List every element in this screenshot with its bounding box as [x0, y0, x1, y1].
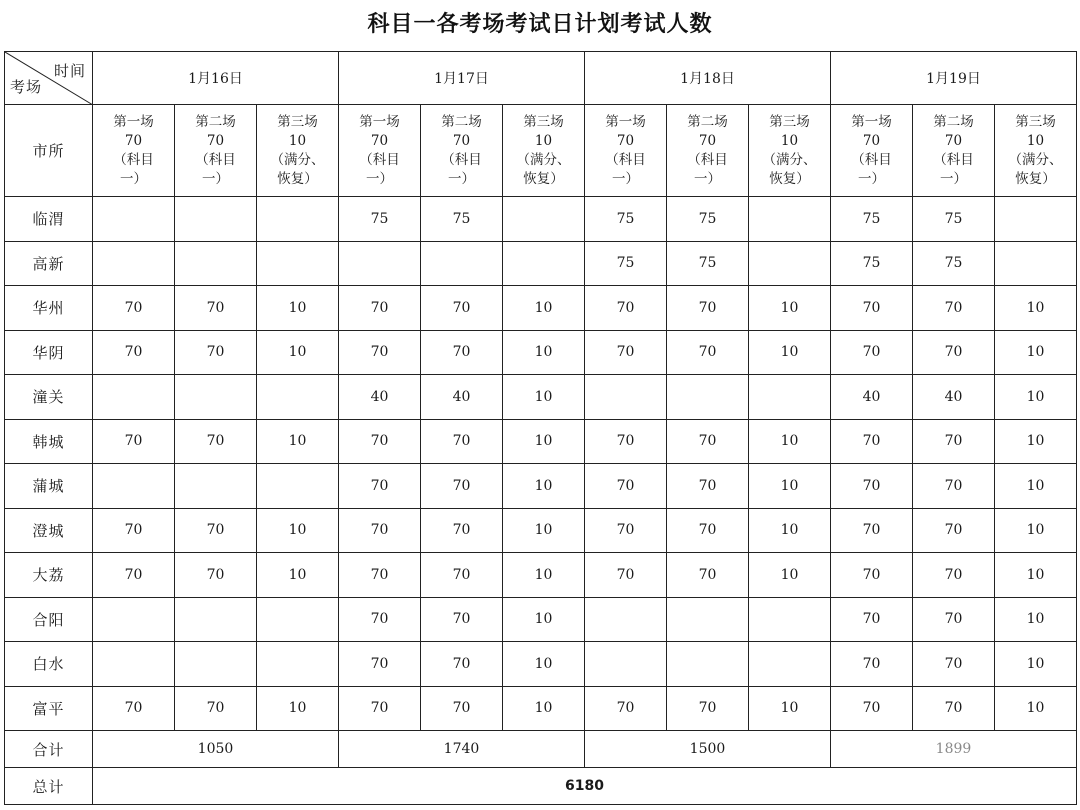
value-cell: 10	[749, 553, 831, 598]
value-cell: 70	[93, 508, 175, 553]
exam-schedule-table	[4, 51, 1077, 805]
value-cell: 75	[667, 241, 749, 286]
value-cell: 70	[421, 330, 503, 375]
value-cell: 70	[339, 330, 421, 375]
value-cell: 40	[421, 375, 503, 420]
date-header-cell: 1月19日	[831, 52, 1077, 105]
value-cell: 70	[667, 464, 749, 509]
value-cell	[585, 642, 667, 687]
session-line3-text: （满分、	[516, 151, 571, 168]
value-cell: 10	[257, 419, 339, 464]
session-name-text: 第三场	[277, 113, 318, 130]
session-header-cell	[831, 105, 913, 197]
value-cell	[749, 197, 831, 242]
date-header-cell: 1月16日	[93, 52, 339, 105]
date-header-cell: 1月18日	[585, 52, 831, 105]
value-cell	[93, 375, 175, 420]
value-cell: 70	[913, 508, 995, 553]
value-cell: 10	[503, 286, 585, 331]
value-cell	[585, 375, 667, 420]
session-header-cell	[175, 105, 257, 197]
session-name-text: 第一场	[605, 113, 646, 130]
value-cell	[257, 241, 339, 286]
grand-total-row	[5, 768, 1077, 805]
value-cell	[175, 464, 257, 509]
value-cell: 10	[257, 508, 339, 553]
session-line3-text: （科目	[359, 151, 400, 168]
value-cell: 10	[503, 419, 585, 464]
table-row	[5, 686, 1077, 731]
value-cell: 10	[503, 508, 585, 553]
session-capacity-text: 70	[452, 132, 471, 149]
value-cell	[749, 241, 831, 286]
corner-header-cell	[5, 52, 93, 105]
value-cell	[667, 642, 749, 687]
value-cell: 70	[831, 508, 913, 553]
value-cell: 70	[93, 553, 175, 598]
value-cell: 70	[339, 553, 421, 598]
value-cell: 70	[585, 330, 667, 375]
session-line4-text: 一）	[202, 170, 229, 187]
session-capacity-text: 70	[124, 132, 143, 149]
table-row	[5, 553, 1077, 598]
site-name-cell: 富平	[5, 686, 93, 731]
value-cell: 70	[585, 419, 667, 464]
session-line4-text: 一）	[612, 170, 639, 187]
value-cell: 70	[667, 508, 749, 553]
session-name-text: 第三场	[523, 113, 564, 130]
value-cell: 70	[339, 642, 421, 687]
value-cell: 70	[667, 419, 749, 464]
value-cell: 75	[585, 241, 667, 286]
value-cell: 70	[421, 464, 503, 509]
table-row	[5, 642, 1077, 687]
site-name-cell: 高新	[5, 241, 93, 286]
value-cell	[995, 197, 1077, 242]
value-cell	[503, 197, 585, 242]
table-row	[5, 597, 1077, 642]
value-cell: 75	[831, 241, 913, 286]
value-cell: 70	[421, 642, 503, 687]
value-cell: 70	[585, 286, 667, 331]
site-name-cell: 白水	[5, 642, 93, 687]
value-cell: 10	[503, 686, 585, 731]
session-capacity-text: 10	[780, 132, 799, 149]
session-name-text: 第二场	[441, 113, 482, 130]
site-name-cell: 澄城	[5, 508, 93, 553]
session-name-text: 第三场	[769, 113, 810, 130]
subtotal-row	[5, 731, 1077, 768]
value-cell: 10	[503, 330, 585, 375]
value-cell	[257, 375, 339, 420]
value-cell: 70	[585, 508, 667, 553]
value-cell	[749, 642, 831, 687]
subtotal-value-cell: 1500	[585, 731, 831, 768]
site-name-cell: 韩城	[5, 419, 93, 464]
session-capacity-text: 10	[288, 132, 307, 149]
session-header-cell	[421, 105, 503, 197]
session-header-cell	[93, 105, 175, 197]
value-cell: 70	[831, 286, 913, 331]
session-capacity-text: 70	[370, 132, 389, 149]
session-line3-text: （满分、	[270, 151, 325, 168]
value-cell: 70	[831, 686, 913, 731]
session-line3-text: （科目	[687, 151, 728, 168]
value-cell: 10	[995, 508, 1077, 553]
value-cell: 10	[749, 508, 831, 553]
value-cell: 10	[995, 286, 1077, 331]
value-cell	[749, 597, 831, 642]
subtotal-label: 合计	[5, 731, 93, 768]
date-header-row	[5, 52, 1077, 105]
corner-time-label: 时间	[53, 62, 86, 80]
value-cell	[93, 464, 175, 509]
value-cell	[503, 241, 585, 286]
value-cell: 70	[421, 686, 503, 731]
value-cell: 75	[339, 197, 421, 242]
value-cell: 10	[257, 686, 339, 731]
table-row	[5, 241, 1077, 286]
session-line3-text: （科目	[113, 151, 154, 168]
value-cell: 70	[93, 419, 175, 464]
session-header-cell	[585, 105, 667, 197]
subtotal-value-cell: 1740	[339, 731, 585, 768]
value-cell: 70	[175, 330, 257, 375]
value-cell	[175, 597, 257, 642]
value-cell: 70	[175, 419, 257, 464]
session-capacity-text: 70	[698, 132, 717, 149]
value-cell: 75	[913, 241, 995, 286]
session-name-text: 第二场	[933, 113, 974, 130]
value-cell	[257, 597, 339, 642]
session-header-cell	[339, 105, 421, 197]
session-line3-text: （满分、	[1008, 151, 1063, 168]
session-line4-text: 恢复）	[523, 170, 564, 187]
value-cell: 10	[995, 330, 1077, 375]
value-cell: 10	[257, 553, 339, 598]
value-cell: 75	[421, 197, 503, 242]
site-name-cell: 大荔	[5, 553, 93, 598]
session-capacity-text: 10	[534, 132, 553, 149]
value-cell: 70	[93, 330, 175, 375]
value-cell	[667, 375, 749, 420]
table-row	[5, 330, 1077, 375]
session-line4-text: 恢复）	[277, 170, 318, 187]
value-cell: 75	[667, 197, 749, 242]
value-cell	[257, 197, 339, 242]
site-name-cell: 华阴	[5, 330, 93, 375]
session-header-cell	[749, 105, 831, 197]
value-cell: 70	[421, 553, 503, 598]
value-cell: 70	[421, 286, 503, 331]
session-line3-text: （科目	[195, 151, 236, 168]
table-row	[5, 464, 1077, 509]
value-cell: 10	[749, 286, 831, 331]
value-cell: 10	[749, 464, 831, 509]
table-row	[5, 419, 1077, 464]
value-cell: 70	[339, 686, 421, 731]
value-cell	[175, 375, 257, 420]
subtotal-value-cell: 1899	[831, 731, 1077, 768]
site-name-cell: 合阳	[5, 597, 93, 642]
session-line3-text: （满分、	[762, 151, 817, 168]
site-name-cell: 华州	[5, 286, 93, 331]
value-cell	[995, 241, 1077, 286]
grand-total-value: 6180	[93, 768, 1077, 805]
value-cell: 10	[503, 553, 585, 598]
value-cell	[93, 241, 175, 286]
value-cell: 70	[913, 686, 995, 731]
value-cell: 70	[175, 508, 257, 553]
value-cell: 70	[913, 330, 995, 375]
table-row	[5, 508, 1077, 553]
value-cell: 10	[749, 330, 831, 375]
session-capacity-text: 10	[1026, 132, 1045, 149]
session-line4-text: 一）	[694, 170, 721, 187]
value-cell: 70	[339, 419, 421, 464]
value-cell: 10	[995, 419, 1077, 464]
value-cell: 70	[831, 642, 913, 687]
value-cell	[585, 597, 667, 642]
session-header-cell	[503, 105, 585, 197]
value-cell: 10	[995, 375, 1077, 420]
session-line3-text: （科目	[605, 151, 646, 168]
value-cell: 70	[339, 464, 421, 509]
value-cell: 10	[995, 464, 1077, 509]
date-header-cell: 1月17日	[339, 52, 585, 105]
table-row	[5, 197, 1077, 242]
value-cell: 10	[257, 330, 339, 375]
session-header-cell	[995, 105, 1077, 197]
table-row	[5, 286, 1077, 331]
value-cell: 10	[995, 553, 1077, 598]
value-cell: 10	[503, 375, 585, 420]
value-cell: 70	[667, 286, 749, 331]
value-cell: 70	[913, 286, 995, 331]
value-cell: 70	[913, 553, 995, 598]
row-header-label: 市所	[5, 105, 93, 197]
value-cell: 70	[421, 597, 503, 642]
value-cell	[421, 241, 503, 286]
session-header-row	[5, 105, 1077, 197]
value-cell: 70	[913, 464, 995, 509]
session-line4-text: 恢复）	[1015, 170, 1056, 187]
value-cell: 10	[503, 464, 585, 509]
value-cell: 10	[995, 597, 1077, 642]
value-cell	[93, 597, 175, 642]
session-line4-text: 恢复）	[769, 170, 810, 187]
session-line4-text: 一）	[940, 170, 967, 187]
value-cell: 40	[339, 375, 421, 420]
value-cell: 70	[667, 330, 749, 375]
value-cell: 70	[667, 553, 749, 598]
value-cell: 40	[913, 375, 995, 420]
value-cell	[667, 597, 749, 642]
session-line4-text: 一）	[448, 170, 475, 187]
corner-site-label: 考场	[10, 78, 43, 96]
session-line3-text: （科目	[851, 151, 892, 168]
value-cell	[257, 464, 339, 509]
value-cell: 70	[831, 330, 913, 375]
value-cell: 75	[913, 197, 995, 242]
value-cell: 75	[831, 197, 913, 242]
value-cell: 10	[257, 286, 339, 331]
value-cell: 10	[749, 686, 831, 731]
value-cell: 75	[585, 197, 667, 242]
session-name-text: 第二场	[687, 113, 728, 130]
value-cell	[175, 642, 257, 687]
value-cell: 10	[503, 597, 585, 642]
value-cell: 70	[585, 464, 667, 509]
session-line3-text: （科目	[933, 151, 974, 168]
value-cell: 70	[831, 553, 913, 598]
site-name-cell: 蒲城	[5, 464, 93, 509]
site-name-cell: 潼关	[5, 375, 93, 420]
session-name-text: 第一场	[113, 113, 154, 130]
value-cell	[175, 197, 257, 242]
value-cell: 70	[831, 597, 913, 642]
grand-total-label: 总计	[5, 768, 93, 805]
value-cell: 70	[667, 686, 749, 731]
session-line4-text: 一）	[366, 170, 393, 187]
value-cell: 70	[175, 286, 257, 331]
value-cell: 70	[421, 508, 503, 553]
value-cell: 70	[831, 464, 913, 509]
value-cell: 10	[503, 642, 585, 687]
table-row	[5, 375, 1077, 420]
session-header-cell	[667, 105, 749, 197]
session-capacity-text: 70	[616, 132, 635, 149]
site-name-cell: 临渭	[5, 197, 93, 242]
session-name-text: 第一场	[851, 113, 892, 130]
session-capacity-text: 70	[206, 132, 225, 149]
session-name-text: 第二场	[195, 113, 236, 130]
value-cell: 40	[831, 375, 913, 420]
value-cell	[93, 197, 175, 242]
value-cell	[93, 642, 175, 687]
value-cell	[257, 642, 339, 687]
value-cell: 70	[831, 419, 913, 464]
value-cell: 70	[339, 286, 421, 331]
value-cell: 70	[913, 597, 995, 642]
value-cell: 70	[913, 419, 995, 464]
subtotal-value-cell: 1050	[93, 731, 339, 768]
value-cell: 10	[995, 686, 1077, 731]
session-name-text: 第三场	[1015, 113, 1056, 130]
value-cell: 70	[421, 419, 503, 464]
session-capacity-text: 70	[944, 132, 963, 149]
value-cell: 70	[585, 553, 667, 598]
session-header-cell	[257, 105, 339, 197]
value-cell: 70	[93, 686, 175, 731]
value-cell: 70	[93, 286, 175, 331]
value-cell	[175, 241, 257, 286]
value-cell	[749, 375, 831, 420]
session-line3-text: （科目	[441, 151, 482, 168]
session-line4-text: 一）	[120, 170, 147, 187]
value-cell: 70	[175, 553, 257, 598]
value-cell: 70	[339, 597, 421, 642]
session-line4-text: 一）	[858, 170, 885, 187]
session-name-text: 第一场	[359, 113, 400, 130]
value-cell: 10	[995, 642, 1077, 687]
value-cell	[339, 241, 421, 286]
session-capacity-text: 70	[862, 132, 881, 149]
value-cell: 70	[175, 686, 257, 731]
value-cell: 70	[913, 642, 995, 687]
document-title: 科目一各考场考试日计划考试人数	[367, 12, 713, 37]
value-cell: 70	[585, 686, 667, 731]
value-cell: 10	[749, 419, 831, 464]
session-header-cell	[913, 105, 995, 197]
value-cell: 70	[339, 508, 421, 553]
